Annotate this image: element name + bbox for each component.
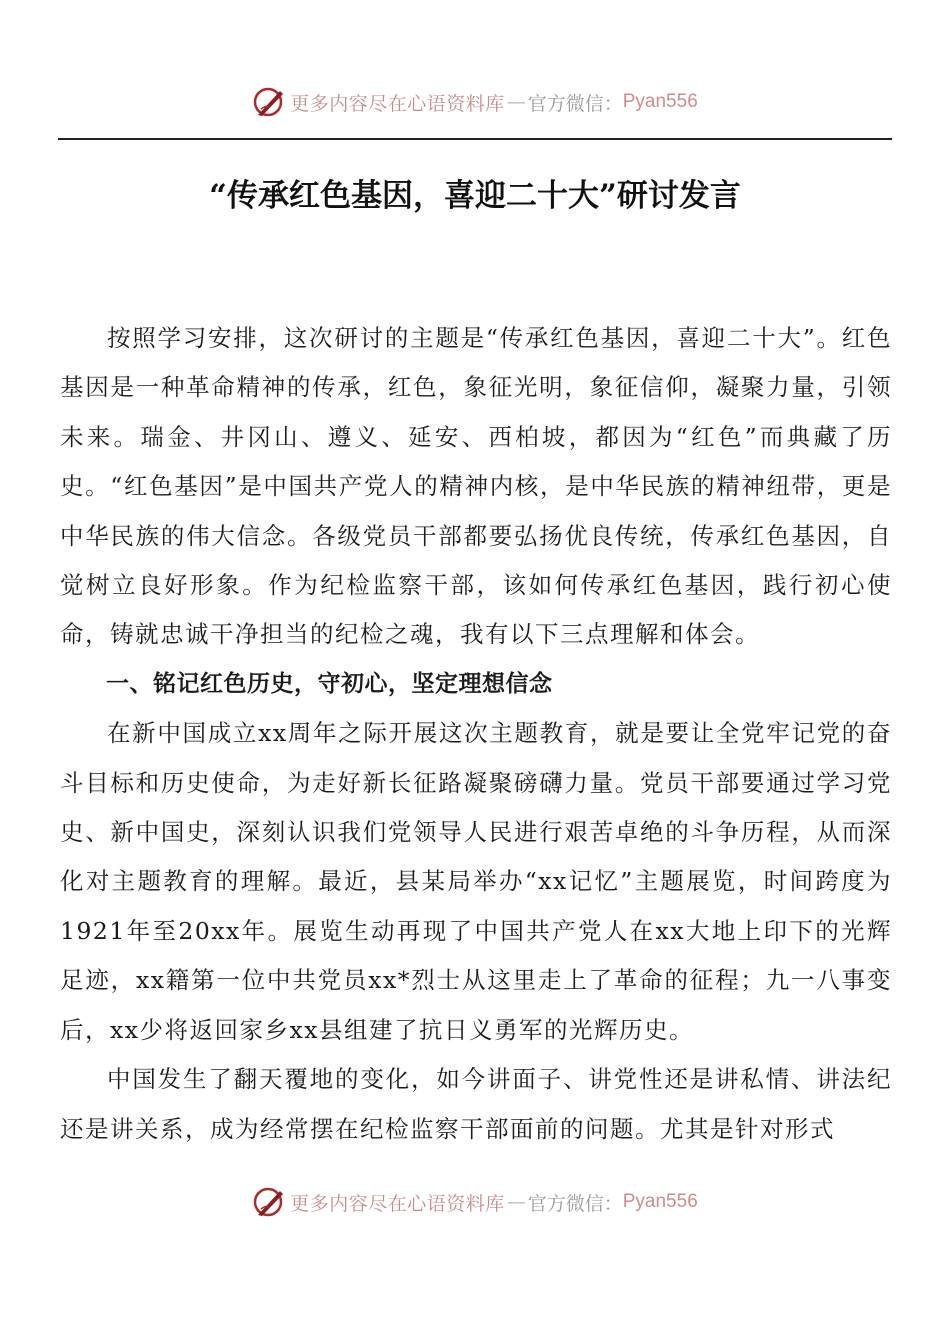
header-divider bbox=[58, 138, 892, 140]
banner-separator: — bbox=[506, 91, 526, 113]
wechat-label: 官方微信： bbox=[527, 92, 623, 115]
brand-text: 更多内容尽在心语资料库 bbox=[290, 92, 505, 115]
wechat-account: Pyan556 bbox=[622, 91, 698, 112]
paragraph-change: 中国发生了翻天覆地的变化，如今讲面子、讲党性还是讲私情、讲法纪还是讲关系，成为经常摆在纪检监察干部面前的问题。尤其是针对形式 bbox=[60, 1065, 892, 1143]
document-body bbox=[60, 314, 892, 1154]
brand-text: 更多内容尽在心语资料库 bbox=[290, 1192, 505, 1215]
quill-pen-logo-icon bbox=[252, 85, 286, 119]
header-banner bbox=[0, 82, 950, 122]
wechat-label: 官方微信： bbox=[527, 1192, 623, 1215]
wechat-account: Pyan556 bbox=[622, 1191, 698, 1212]
section-heading-1: 一、铭记红色历史，守初心，坚定理想信念 bbox=[106, 670, 553, 697]
document-title: “传承红色基因，喜迎二十大”研讨发言 bbox=[209, 178, 741, 214]
paragraph-history: 在新中国成立xx周年之际开展这次主题教育，就是要让全党牢记党的奋斗目标和历史使命，为走好新长征路凝聚磅礴力量。党员干部要通过学习党史、新中国史，深刻认识我们党领导人民进行艰苦卓绝的斗争历程，从而深化对主题教育的理解。最近，县某局举办“xx记忆”主题展览，时间跨度为1921年至20xx年。展览生动再现了中国共产党人在xx大地上印下的光辉足迹，xx籍第一位中共党员xx*烈士从这里走上了革命的征程；九一八事变后，xx少将返回家乡xx县组建了抗日义勇军的光辉历史。 bbox=[60, 719, 892, 1044]
banner-separator: — bbox=[506, 1191, 526, 1213]
paragraph-intro: 按照学习安排，这次研讨的主题是“传承红色基因，喜迎二十大”。红色基因是一种革命精神的传承，红色，象征光明，象征信仰，凝聚力量，引领未来。瑞金、井冈山、遵义、延安、西柏坡，都因为“红色”而典藏了历史。“红色基因”是中国共产党人的精神内核，是中华民族的精神纽带，更是中华民族的伟大信念。各级党员干部都要弘扬优良传统，传承红色基因，自觉树立良好形象。作为纪检监察干部，该如何传承红色基因，践行初心使命，铸就忠诚干净担当的纪检之魂，我有以下三点理解和体会。 bbox=[60, 324, 892, 649]
quill-pen-logo-icon bbox=[252, 1185, 286, 1219]
footer-banner bbox=[0, 1182, 950, 1222]
